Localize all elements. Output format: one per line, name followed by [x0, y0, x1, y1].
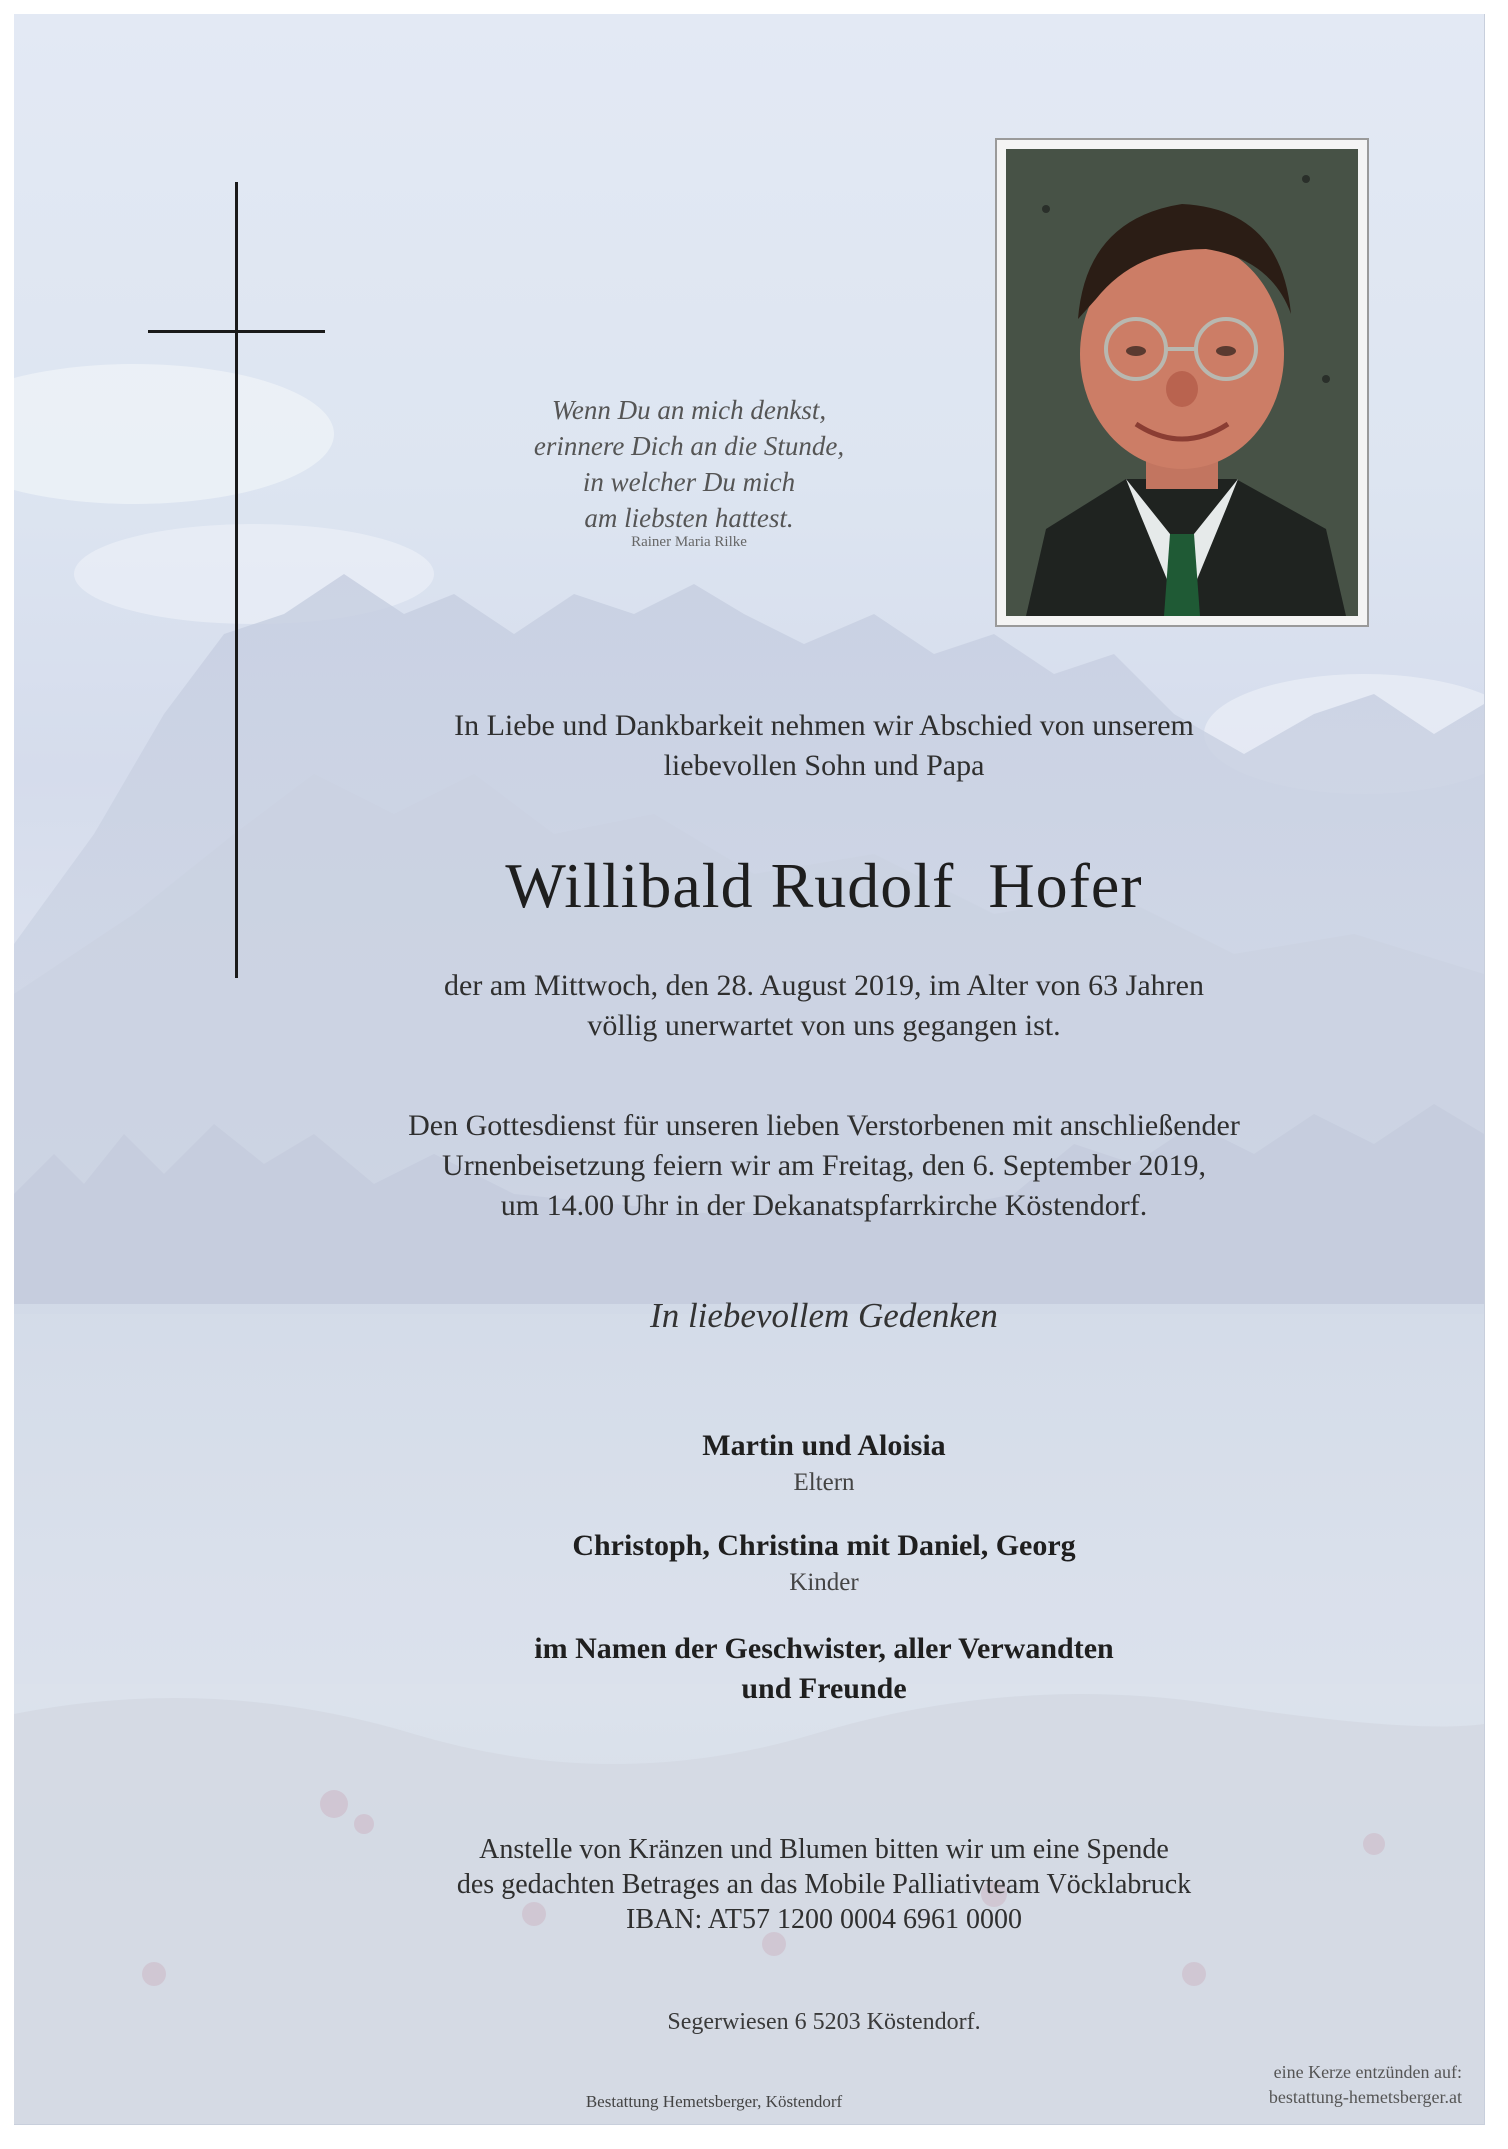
donation-line: Anstelle von Kränzen und Blumen bitten wir um eine Spende [479, 1834, 1169, 1865]
obituary-card [14, 14, 1485, 2125]
death-notice [314, 966, 1334, 1046]
death-line: völlig unerwartet von uns gegangen ist. [587, 1009, 1061, 1042]
deceased-name: Willibald Rudolf Hofer [505, 850, 1143, 921]
portrait-frame [995, 138, 1369, 627]
cross-horizontal-bar [148, 330, 325, 333]
undertaker-name: Bestattung Hemetsberger, Köstendorf [585, 2092, 843, 2111]
candle-link [1202, 2060, 1462, 2110]
mourners-closing [314, 1629, 1334, 1709]
death-line: der am Mittwoch, den 28. August 2019, im Alter von 63 Jahren [444, 969, 1204, 1002]
donation-request [314, 1832, 1334, 1937]
family-address: Segerwiesen 6 5203 Köstendorf. [667, 2009, 981, 2035]
mourner-parents-name: Martin und Aloisia [702, 1429, 946, 1462]
intro-line: In Liebe und Dankbarkeit nehmen wir Abschied von unserem [454, 709, 1194, 742]
quote-line: in welcher Du mich [582, 467, 796, 497]
farewell-intro [314, 706, 1334, 786]
candle-label: eine Kerze entzünden auf: [1273, 2062, 1462, 2082]
memory-line: In liebevollem Gedenken [650, 1296, 998, 1335]
quote-line: erinnere Dich an die Stunde, [533, 431, 845, 461]
rilke-quote [479, 392, 899, 536]
service-line: um 14.00 Uhr in der Dekanatspfarrkirche Köstendorf. [500, 1189, 1148, 1222]
service-line: Urnenbeisetzung feiern wir am Freitag, den 6. September 2019, [442, 1149, 1206, 1182]
mourner-children-name: Christoph, Christina mit Daniel, Georg [572, 1529, 1076, 1562]
mourner-children-role: Kinder [789, 1569, 859, 1596]
portrait-image [1006, 149, 1358, 616]
quote-line: Wenn Du an mich denkst, [551, 395, 827, 425]
candle-url[interactable]: bestattung-hemetsberger.at [1268, 2087, 1462, 2107]
quote-author: Rainer Maria Rilke [631, 534, 747, 550]
iban-line: IBAN: AT57 1200 0004 6961 0000 [626, 1904, 1022, 1935]
quote-line: am liebsten hattest. [584, 503, 794, 533]
cross-vertical-bar [235, 182, 238, 978]
funeral-service-info [314, 1106, 1334, 1226]
donation-line: des gedachten Betrages an das Mobile Palliativteam Vöcklabruck [456, 1869, 1192, 1900]
portrait-photo [1006, 149, 1358, 616]
closing-line: und Freunde [741, 1672, 907, 1705]
service-line: Den Gottesdienst für unseren lieben Verstorbenen mit anschließender [408, 1109, 1240, 1142]
closing-line: im Namen der Geschwister, aller Verwandten [534, 1632, 1114, 1665]
intro-line: liebevollen Sohn und Papa [663, 749, 985, 782]
mourner-parents-role: Eltern [793, 1469, 855, 1496]
